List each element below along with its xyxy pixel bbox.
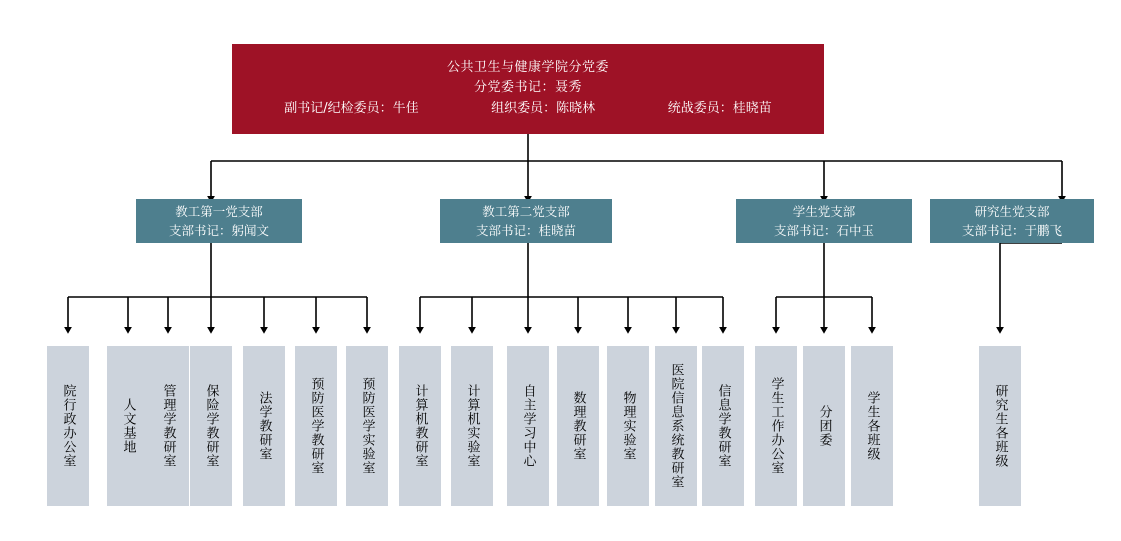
root-officer-organization: 组织委员：陈晓林 — [491, 101, 596, 116]
root-officer-deputy: 副书记/纪检委员：牛佳 — [284, 101, 419, 116]
leaf-label: 自主学习中心 — [520, 384, 536, 468]
branch-node-3 — [736, 199, 912, 243]
branch-node-1 — [136, 199, 302, 243]
leaf-label: 计算机教研室 — [412, 384, 428, 468]
root-node — [232, 44, 824, 134]
branch-node-4 — [930, 199, 1094, 243]
leaf-label: 法学教研室 — [256, 391, 272, 461]
branch-3-secretary: 支部书记：石中玉 — [773, 223, 874, 238]
branch-1-name: 教工第一党支部 — [175, 204, 263, 219]
leaf-node-xue-sheng-gong-zuo-ban-gong-shi — [755, 346, 797, 506]
leaf-label: 研究生各班级 — [992, 384, 1008, 468]
leaf-label: 人文基地 — [120, 398, 136, 454]
leaf-label: 保险学教研室 — [203, 384, 219, 468]
leaf-node-zi-zhu-xue-xi-zhong-xin — [507, 346, 549, 506]
leaf-label: 学生工作办公室 — [768, 377, 784, 475]
leaf-label: 分团委 — [816, 405, 832, 447]
leaf-node-ji-suan-ji-jiao-yan-shi — [399, 346, 441, 506]
leaf-node-shu-li-jiao-yan-shi — [557, 346, 599, 506]
leaf-label: 信息学教研室 — [715, 384, 731, 468]
leaf-node-yi-yuan-xin-xi-xi-tong-jiao-yan-shi — [655, 346, 697, 506]
branch-node-2 — [440, 199, 612, 243]
leaf-node-wu-li-shi-yan-shi — [607, 346, 649, 506]
leaf-node-bao-xian-xue-jiao-yan-shi — [190, 346, 232, 506]
leaf-label: 医院信息系统教研室 — [668, 363, 684, 489]
leaf-node-guan-li-xue-jiao-yan-shi — [147, 346, 189, 506]
leaf-node-fen-tuan-wei — [803, 346, 845, 506]
leaf-node-yu-fang-yi-xue-jiao-yan-shi — [295, 346, 337, 506]
root-officers — [242, 98, 814, 120]
leaf-node-ren-wen-ji-di — [107, 346, 149, 506]
leaf-node-yan-jiu-sheng-ge-ban-ji — [979, 346, 1021, 506]
leaf-label: 预防医学教研室 — [308, 377, 324, 475]
leaf-label: 学生各班级 — [864, 391, 880, 461]
leaf-label: 数理教研室 — [570, 391, 586, 461]
leaf-label: 院行政办公室 — [60, 384, 76, 468]
branch-2-name: 教工第二党支部 — [482, 204, 570, 219]
root-title: 公共卫生与健康学院分党委 — [446, 60, 609, 75]
root-officer-united-front: 统战委员：桂晓苗 — [667, 101, 772, 116]
branch-3-name: 学生党支部 — [792, 204, 856, 219]
leaf-node-yuan-xing-zheng-ban-gong-shi — [47, 346, 89, 506]
leaf-node-yu-fang-yi-xue-shi-yan-shi — [346, 346, 388, 506]
leaf-node-fa-xue-jiao-yan-shi — [243, 346, 285, 506]
leaf-node-xue-sheng-ge-ban-ji — [851, 346, 893, 506]
leaf-label: 计算机实验室 — [464, 384, 480, 468]
leaf-label: 物理实验室 — [620, 391, 636, 461]
branch-4-name: 研究生党支部 — [974, 204, 1050, 219]
leaf-label: 管理学教研室 — [160, 384, 176, 468]
leaf-node-xin-xi-xue-jiao-yan-shi — [702, 346, 744, 506]
leaf-label: 预防医学实验室 — [359, 377, 375, 475]
branch-2-secretary: 支部书记：桂晓苗 — [475, 223, 576, 238]
root-secretary: 分党委书记：聂秀 — [473, 80, 582, 95]
leaf-node-ji-suan-ji-shi-yan-shi — [451, 346, 493, 506]
branch-4-secretary: 支部书记：于鹏飞 — [961, 223, 1062, 238]
branch-1-secretary: 支部书记：躬闻文 — [168, 223, 269, 238]
